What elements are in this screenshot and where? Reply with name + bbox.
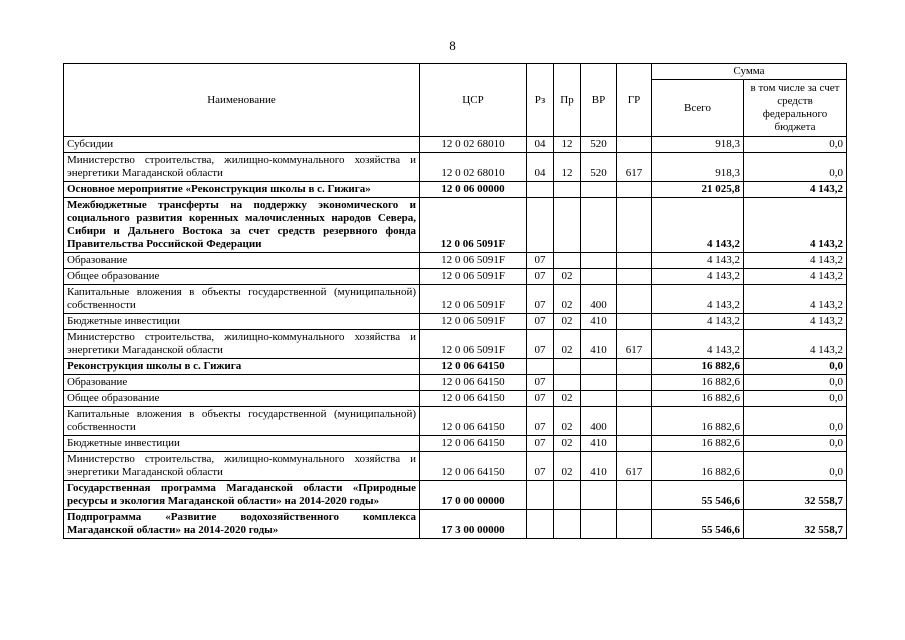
cell-csr: 12 0 06 64150 <box>420 407 527 436</box>
cell-name: Образование <box>64 375 420 391</box>
cell-csr: 12 0 02 68010 <box>420 137 527 153</box>
cell-name: Министерство строительства, жилищно-коммунального хозяйства и энергетики Магаданской области <box>64 153 420 182</box>
cell-total: 16 882,6 <box>652 391 744 407</box>
cell-name: Основное мероприятие «Реконструкция школы в с. Гижига» <box>64 182 420 198</box>
cell-pr <box>554 253 581 269</box>
table-row <box>64 330 847 359</box>
cell-total: 4 143,2 <box>652 198 744 253</box>
header-gr: ГР <box>617 64 652 137</box>
cell-csr: 12 0 06 5091F <box>420 285 527 314</box>
header-vr: ВР <box>581 64 617 137</box>
cell-gr: 617 <box>617 452 652 481</box>
cell-rz <box>527 510 554 539</box>
cell-csr: 12 0 02 68010 <box>420 153 527 182</box>
table-row <box>64 285 847 314</box>
cell-vr <box>581 510 617 539</box>
cell-pr: 02 <box>554 391 581 407</box>
table-row <box>64 452 847 481</box>
cell-csr: 12 0 06 5091F <box>420 253 527 269</box>
cell-federal: 4 143,2 <box>744 330 847 359</box>
header-federal: в том числе за счет средств федерального бюджета <box>744 80 847 137</box>
cell-name: Министерство строительства, жилищно-коммунального хозяйства и энергетики Магаданской области <box>64 330 420 359</box>
header-name: Наименование <box>64 64 420 137</box>
cell-total: 16 882,6 <box>652 359 744 375</box>
cell-total: 4 143,2 <box>652 330 744 359</box>
cell-csr: 12 0 06 5091F <box>420 198 527 253</box>
cell-name: Общее образование <box>64 391 420 407</box>
cell-gr <box>617 436 652 452</box>
cell-vr <box>581 198 617 253</box>
cell-gr: 617 <box>617 330 652 359</box>
cell-rz: 07 <box>527 407 554 436</box>
cell-vr <box>581 481 617 510</box>
cell-rz: 07 <box>527 375 554 391</box>
cell-pr <box>554 510 581 539</box>
cell-vr <box>581 182 617 198</box>
cell-pr: 02 <box>554 269 581 285</box>
cell-csr: 12 0 06 64150 <box>420 375 527 391</box>
cell-pr <box>554 375 581 391</box>
cell-name: Бюджетные инвестиции <box>64 436 420 452</box>
cell-pr: 02 <box>554 436 581 452</box>
cell-vr: 520 <box>581 153 617 182</box>
cell-federal: 0,0 <box>744 375 847 391</box>
cell-pr <box>554 481 581 510</box>
cell-gr <box>617 481 652 510</box>
cell-federal: 0,0 <box>744 153 847 182</box>
table-row <box>64 314 847 330</box>
cell-gr <box>617 407 652 436</box>
header-total: Всего <box>652 80 744 137</box>
cell-pr <box>554 182 581 198</box>
cell-name: Межбюджетные трансферты на поддержку экономического и социального развития коренных малочисленных народов Севера, Сибири и Дальнего Востока за счет средств резервного фонда Правительства Российской Федерации <box>64 198 420 253</box>
cell-rz: 04 <box>527 137 554 153</box>
cell-total: 16 882,6 <box>652 452 744 481</box>
header-pr: Пр <box>554 64 581 137</box>
budget-table <box>63 63 847 539</box>
header-rz: Рз <box>527 64 554 137</box>
cell-total: 4 143,2 <box>652 314 744 330</box>
table-row <box>64 182 847 198</box>
cell-name: Подпрограмма «Развитие водохозяйственного комплекса Магаданской области» на 2014-2020 годы» <box>64 510 420 539</box>
cell-federal: 4 143,2 <box>744 269 847 285</box>
cell-name: Государственная программа Магаданской области «Природные ресурсы и экология Магаданской области» на 2014-2020 годы» <box>64 481 420 510</box>
cell-vr <box>581 269 617 285</box>
cell-gr <box>617 375 652 391</box>
cell-total: 4 143,2 <box>652 253 744 269</box>
cell-pr: 02 <box>554 314 581 330</box>
cell-federal: 0,0 <box>744 452 847 481</box>
cell-gr <box>617 314 652 330</box>
cell-vr <box>581 359 617 375</box>
cell-gr <box>617 391 652 407</box>
cell-vr: 400 <box>581 285 617 314</box>
cell-vr <box>581 391 617 407</box>
page-number: 8 <box>449 38 456 53</box>
cell-csr: 12 0 06 5091F <box>420 269 527 285</box>
cell-vr: 410 <box>581 452 617 481</box>
cell-federal: 4 143,2 <box>744 198 847 253</box>
table-row <box>64 510 847 539</box>
cell-name: Капитальные вложения в объекты государственной (муниципальной) собственности <box>64 285 420 314</box>
cell-gr <box>617 269 652 285</box>
table-body <box>64 137 847 539</box>
table-row <box>64 137 847 153</box>
cell-rz: 07 <box>527 269 554 285</box>
cell-federal: 4 143,2 <box>744 314 847 330</box>
cell-pr: 02 <box>554 452 581 481</box>
cell-pr: 02 <box>554 285 581 314</box>
cell-csr: 12 0 06 5091F <box>420 314 527 330</box>
cell-gr <box>617 359 652 375</box>
cell-federal: 4 143,2 <box>744 182 847 198</box>
cell-csr: 12 0 06 64150 <box>420 452 527 481</box>
table-row <box>64 359 847 375</box>
cell-csr: 17 3 00 00000 <box>420 510 527 539</box>
table-row <box>64 153 847 182</box>
cell-total: 918,3 <box>652 137 744 153</box>
table-row <box>64 253 847 269</box>
cell-vr: 410 <box>581 330 617 359</box>
cell-gr: 617 <box>617 153 652 182</box>
cell-pr <box>554 359 581 375</box>
cell-csr: 12 0 06 64150 <box>420 391 527 407</box>
cell-rz: 07 <box>527 452 554 481</box>
table-row <box>64 375 847 391</box>
table-row <box>64 436 847 452</box>
cell-gr <box>617 510 652 539</box>
cell-total: 16 882,6 <box>652 375 744 391</box>
cell-total: 4 143,2 <box>652 269 744 285</box>
cell-csr: 12 0 06 64150 <box>420 359 527 375</box>
cell-vr: 410 <box>581 314 617 330</box>
cell-rz <box>527 359 554 375</box>
cell-rz: 07 <box>527 330 554 359</box>
cell-rz: 07 <box>527 314 554 330</box>
cell-federal: 32 558,7 <box>744 510 847 539</box>
cell-rz: 07 <box>527 253 554 269</box>
cell-vr: 520 <box>581 137 617 153</box>
cell-pr: 12 <box>554 137 581 153</box>
cell-vr: 410 <box>581 436 617 452</box>
cell-rz: 07 <box>527 285 554 314</box>
cell-rz <box>527 198 554 253</box>
cell-federal: 0,0 <box>744 137 847 153</box>
cell-gr <box>617 285 652 314</box>
cell-federal: 4 143,2 <box>744 285 847 314</box>
cell-gr <box>617 253 652 269</box>
cell-total: 21 025,8 <box>652 182 744 198</box>
cell-name: Министерство строительства, жилищно-коммунального хозяйства и энергетики Магаданской области <box>64 452 420 481</box>
cell-vr <box>581 375 617 391</box>
cell-vr: 400 <box>581 407 617 436</box>
cell-csr: 12 0 06 00000 <box>420 182 527 198</box>
cell-total: 16 882,6 <box>652 436 744 452</box>
cell-name: Бюджетные инвестиции <box>64 314 420 330</box>
table-row <box>64 407 847 436</box>
cell-name: Реконструкция школы в с. Гижига <box>64 359 420 375</box>
cell-federal: 0,0 <box>744 359 847 375</box>
cell-gr <box>617 198 652 253</box>
cell-total: 4 143,2 <box>652 285 744 314</box>
cell-rz: 07 <box>527 436 554 452</box>
cell-federal: 0,0 <box>744 436 847 452</box>
cell-total: 918,3 <box>652 153 744 182</box>
header-sum: Сумма <box>652 64 847 80</box>
cell-name: Общее образование <box>64 269 420 285</box>
cell-gr <box>617 182 652 198</box>
cell-csr: 17 0 00 00000 <box>420 481 527 510</box>
cell-pr: 02 <box>554 330 581 359</box>
cell-rz: 07 <box>527 391 554 407</box>
cell-csr: 12 0 06 64150 <box>420 436 527 452</box>
table-row <box>64 269 847 285</box>
cell-pr: 12 <box>554 153 581 182</box>
cell-total: 55 546,6 <box>652 481 744 510</box>
cell-federal: 0,0 <box>744 407 847 436</box>
cell-gr <box>617 137 652 153</box>
cell-rz <box>527 481 554 510</box>
header-csr: ЦСР <box>420 64 527 137</box>
cell-federal: 0,0 <box>744 391 847 407</box>
cell-name: Субсидии <box>64 137 420 153</box>
cell-pr: 02 <box>554 407 581 436</box>
cell-federal: 32 558,7 <box>744 481 847 510</box>
cell-csr: 12 0 06 5091F <box>420 330 527 359</box>
table-row <box>64 481 847 510</box>
cell-rz: 04 <box>527 153 554 182</box>
table-row <box>64 198 847 253</box>
cell-federal: 4 143,2 <box>744 253 847 269</box>
cell-total: 16 882,6 <box>652 407 744 436</box>
table-header <box>64 64 847 137</box>
cell-name: Образование <box>64 253 420 269</box>
cell-pr <box>554 198 581 253</box>
cell-name: Капитальные вложения в объекты государственной (муниципальной) собственности <box>64 407 420 436</box>
cell-rz <box>527 182 554 198</box>
table-row <box>64 391 847 407</box>
cell-total: 55 546,6 <box>652 510 744 539</box>
cell-vr <box>581 253 617 269</box>
